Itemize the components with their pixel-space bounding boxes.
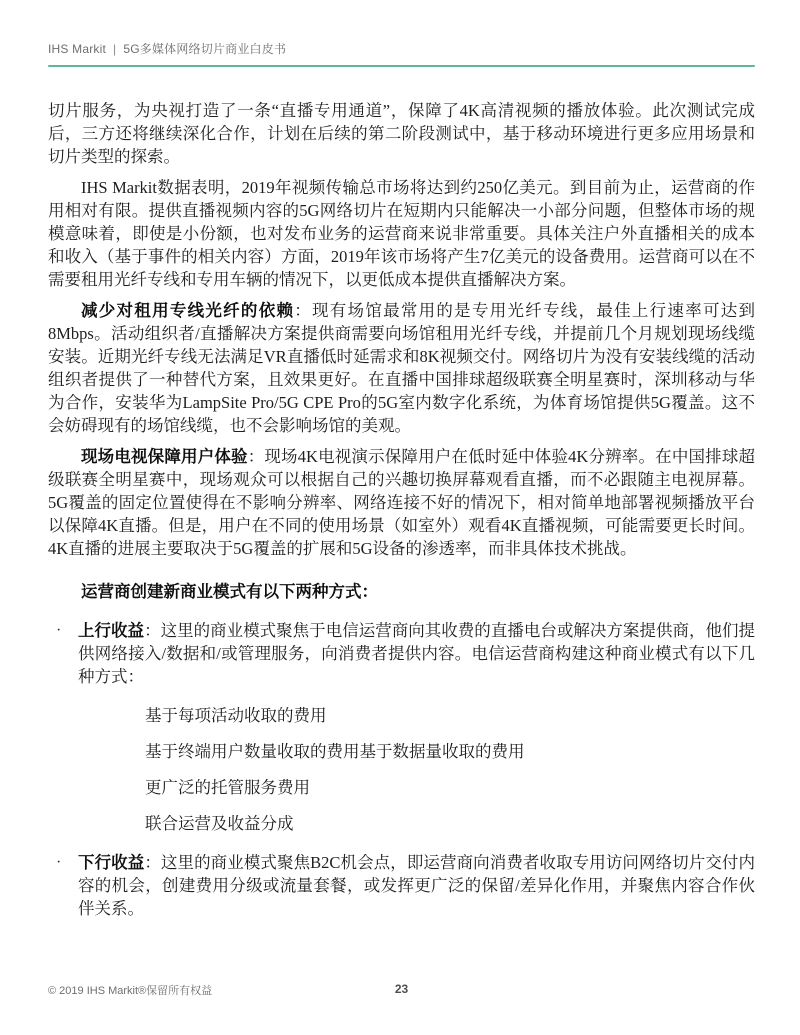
paragraph-market-data: IHS Markit数据表明，2019年视频传输总市场将达到约250亿美元。到目前为止，运营商的作用相对有限。提供直播视频内容的5G网络切片在短期内只能解决一小部分问题，但整体市场的规模意味着，即使是小份额，也对发布业务的运营商来说非常重要。具体关注户外直播相关的成本和收入（基于事件的相关内容）方面，2019年该市场将产生7亿美元的设备费用。运营商可以在不需要租用光纤专线和专用车辆的情况下，以更低成本提供直播解决方案。 [48,178,755,289]
document-title: 5G多媒体网络切片商业白皮书 [123,42,287,56]
header-divider: | [113,42,117,56]
paragraph-live-tv-experience [48,445,755,560]
bullet-body-downstream: ：这里的商业模式聚焦B2C机会点，即运营商向消费者收取专用访问网络切片交付内容的机会，创建费用分级或流量套餐，或发挥更广泛的保留/差异化作用，并聚焦内容合作伙伴关系。 [78,853,756,918]
bullet-marker: · [56,622,62,639]
section-heading-business-models: 运营商创建新商业模式有以下两种方式： [81,582,378,601]
bullet-lead-upstream: 上行收益 [78,621,145,640]
bullet-downstream-text [78,851,755,920]
page-number: 23 [394,982,409,996]
bullet-marker: · [56,854,62,871]
bullet-downstream-revenue [56,851,755,920]
paragraph-slice-service: 切片服务，为央视打造了一条“直播专用通道”，保障了4K高清视频的播放体验。此次测试完成后，三方还将继续深化合作，计划在后续的第二阶段测试中，基于移动环境进行更多应用场景和切片类型的探索。 [48,101,755,166]
paragraph-lead-live-tv: 现场电视保障用户体验 [81,447,248,466]
sub-item-per-event-fee: 基于每项活动收取的费用 [145,706,327,725]
paragraph-fiber-dependence [48,299,755,437]
paragraph-body-fiber: ：现有场馆最常用的是专用光纤专线，最佳上行速率可达到8Mbps。活动组织者/直播解决方案提供商需要向场馆租用光纤专线，并提前几个月规划现场线缆安装。近期光纤专线无法满足VR直播低时延需求和8K视频交付。网络切片为没有安装线缆的活动组织者提供了一种替代方案，且效果更好。在直播中国排球超级联赛全明星赛时，深圳移动与华为合作，安装华为LampSite Pro/5G CPE Pro的5G室内数字化系统，为体育场馆提供5G覆盖。这不会妨碍现有的场馆线缆，也不会影响场馆的美观。 [48,301,756,435]
bullet-upstream-revenue [56,619,755,688]
copyright-notice: © 2019 IHS Markit®保留所有权益 [48,985,213,997]
sub-item-revenue-sharing: 联合运营及收益分成 [145,814,294,833]
sub-item-per-user-data-fee: 基于终端用户数量收取的费用基于数据量收取的费用 [145,742,525,761]
paragraph-lead-fiber: 减少对租用专线光纤的依赖 [81,301,295,320]
paragraph-body-live-tv: ：现场4K电视演示保障用户在低时延中体验4K分辨率。在中国排球超级联赛全明星赛中，现场观众可以根据自己的兴趣切换屏幕观看直播，而不必跟随主电视屏幕。5G覆盖的固定位置使得在不影响分辨率、网络连接不好的情况下，相对简单地部署视频播放平台以保障4K直播。但是，用户在不同的使用场景（如室外）观看4K直播视频，可能需要更长时间。4K直播的进展主要取决于5G覆盖的扩展和5G设备的渗透率，而非具体技术挑战。 [48,447,755,558]
upstream-sub-list [145,704,755,835]
header-rule [48,65,755,67]
sub-item-managed-service-fee: 更广泛的托管服务费用 [145,778,310,797]
brand-name: IHS Markit [48,42,107,56]
bullet-lead-downstream: 下行收益 [78,853,145,872]
page-header [48,40,755,57]
page-footer [48,982,755,998]
bullet-upstream-text [78,619,755,688]
bullet-body-upstream: ：这里的商业模式聚焦于电信运营商向其收费的直播电台或解决方案提供商，他们提供网络接入/数据和/或管理服务，向消费者提供内容。电信运营商构建这种商业模式有以下几种方式： [78,621,756,686]
